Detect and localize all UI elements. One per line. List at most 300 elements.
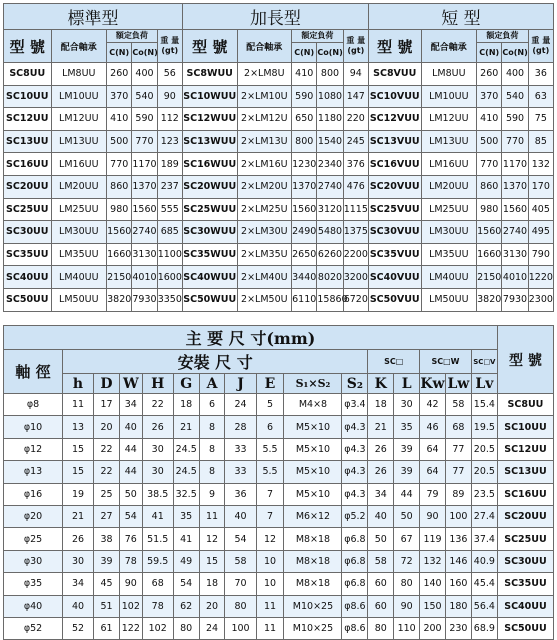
table-cell: 3820	[477, 288, 502, 311]
table-cell: 1540	[317, 130, 343, 153]
table-row	[4, 505, 554, 527]
table-cell: M10×25	[284, 595, 342, 617]
model-cell: SC20UU	[4, 175, 52, 198]
table-cell: 90	[157, 85, 182, 108]
table-cell: 4010	[132, 266, 157, 289]
table-cell: 860	[107, 175, 132, 198]
table-cell: 1170	[132, 153, 157, 176]
dimension-table	[3, 325, 554, 640]
col-co: Co(N)	[132, 43, 157, 63]
table-cell: 36	[528, 63, 553, 86]
table-cell: φ40	[4, 595, 63, 617]
table-cell: 400	[132, 63, 157, 86]
table-cell: 72	[394, 550, 420, 572]
table-cell: φ6.8	[342, 528, 368, 550]
table-cell: 59.5	[142, 550, 173, 572]
table-cell: 3200	[343, 266, 368, 289]
table-cell: 2340	[317, 153, 343, 176]
table-cell: 21	[368, 416, 394, 438]
table-cell: 30	[63, 550, 94, 572]
table-cell: LM35UU	[421, 243, 477, 266]
col-10: K	[368, 374, 394, 394]
table-cell: 2150	[477, 266, 502, 289]
table-cell: 39	[94, 550, 120, 572]
table-cell: LM8UU	[51, 63, 107, 86]
table-cell: 24.5	[173, 438, 199, 460]
table-cell: 76	[119, 528, 142, 550]
model-cell: SC40WUU	[182, 266, 237, 289]
table-row	[4, 394, 554, 416]
table-cell: 60	[368, 595, 394, 617]
table-cell: 3350	[157, 288, 182, 311]
table-cell: LM20UU	[51, 175, 107, 198]
col-co: Co(N)	[502, 43, 528, 63]
table-cell: φ12	[4, 438, 63, 460]
table-cell: M5×10	[284, 461, 342, 483]
load-spec-table	[3, 3, 554, 312]
table-cell: LM25UU	[421, 198, 477, 221]
table-cell: 2490	[292, 221, 317, 244]
table-cell: 10	[256, 550, 284, 572]
table-cell: 150	[420, 595, 446, 617]
table-cell: LM40UU	[421, 266, 477, 289]
table-cell: 500	[477, 130, 502, 153]
table-cell: φ4.3	[342, 416, 368, 438]
model-cell: SC25UU	[497, 528, 553, 550]
table-row	[4, 573, 554, 595]
col-11: L	[394, 374, 420, 394]
table-cell: 3820	[107, 288, 132, 311]
table-cell: 94	[343, 63, 368, 86]
table-cell: φ35	[4, 573, 63, 595]
model-cell: SC35UU	[4, 243, 52, 266]
table-cell: 2650	[292, 243, 317, 266]
col-13: Lw	[447, 375, 470, 392]
group-title-long: 加長型	[182, 4, 368, 30]
table-row	[4, 550, 554, 572]
table-cell: 37.4	[471, 528, 497, 550]
table-cell: 77	[445, 438, 471, 460]
table-cell: 5.5	[256, 438, 284, 460]
table-cell: 119	[420, 528, 446, 550]
model-cell: SC13WUU	[182, 130, 237, 153]
model-cell: SC16UU	[4, 153, 52, 176]
model-cell: SC20WUU	[182, 175, 237, 198]
table-cell: 1370	[132, 175, 157, 198]
table-cell: 80	[394, 573, 420, 595]
table-cell: 800	[292, 130, 317, 153]
table-row	[4, 198, 554, 221]
col-model: 型 號	[368, 30, 421, 63]
table-cell: 41	[173, 528, 199, 550]
table-cell: φ4.3	[342, 438, 368, 460]
model-cell: SC8UU	[4, 63, 52, 86]
table-cell: 1180	[317, 108, 343, 131]
table-cell: 21	[63, 505, 94, 527]
table-cell: 140	[420, 573, 446, 595]
col-12: Kw	[420, 375, 445, 392]
table-cell: 45.4	[471, 573, 497, 595]
table-row	[4, 108, 554, 131]
table-row	[4, 528, 554, 550]
table-cell: φ13	[4, 461, 63, 483]
col-load: 額定負荷	[292, 30, 344, 43]
table-cell: 30	[142, 438, 173, 460]
table-cell: 44	[119, 438, 142, 460]
table-cell: 376	[343, 153, 368, 176]
table-cell: LM30UU	[51, 221, 107, 244]
dimension-title: 主 要 尺 寸(mm)	[4, 326, 498, 350]
table-cell: 32.5	[173, 483, 199, 505]
table-cell: 45	[94, 573, 120, 595]
table-cell: φ3.4	[342, 394, 368, 416]
table-cell: 50	[368, 528, 394, 550]
table-cell: LM35UU	[51, 243, 107, 266]
col-14: Lv	[471, 374, 497, 394]
table-cell: 42	[420, 394, 446, 416]
table-cell: 2×LM13U	[237, 130, 292, 153]
table-cell: LM13UU	[421, 130, 477, 153]
col-co: Co(N)	[317, 43, 343, 63]
table-row	[4, 63, 554, 86]
table-cell: 770	[502, 130, 528, 153]
table-cell: 1370	[292, 175, 317, 198]
table-row	[4, 288, 554, 311]
table-cell: 60	[368, 573, 394, 595]
table-cell: 7930	[502, 288, 528, 311]
table-cell: 58	[445, 394, 471, 416]
col-weight: 重 量 (gt)	[528, 30, 553, 63]
table-cell: 2150	[107, 266, 132, 289]
table-cell: 1560	[132, 198, 157, 221]
model-cell: SC30WUU	[182, 221, 237, 244]
col-c: C(N)	[477, 43, 502, 63]
table-cell: 85	[528, 130, 553, 153]
col-shaft-dia: 軸 徑	[4, 350, 63, 394]
table-cell: 245	[343, 130, 368, 153]
model-cell: SC12UU	[497, 438, 553, 460]
col-3: H	[142, 374, 173, 394]
table-cell: 2×LM40U	[237, 266, 292, 289]
table-cell: 790	[528, 243, 553, 266]
table-cell: 1560	[107, 221, 132, 244]
model-cell: SC10WUU	[182, 85, 237, 108]
sc-box-header: SC□	[368, 350, 420, 374]
table-cell: 405	[528, 198, 553, 221]
table-cell: 2×LM30U	[237, 221, 292, 244]
model-cell: SC8VUU	[368, 63, 421, 86]
table-cell: LM50UU	[51, 288, 107, 311]
table-cell: 1115	[343, 198, 368, 221]
table-cell: 1660	[107, 243, 132, 266]
table-cell: 80	[368, 617, 394, 639]
table-cell: 19.5	[471, 416, 497, 438]
table-cell: 34	[368, 483, 394, 505]
table-cell: 58	[368, 550, 394, 572]
table-cell: 90	[394, 595, 420, 617]
table-cell: 44	[119, 461, 142, 483]
table-cell: 13	[63, 416, 94, 438]
table-cell: 6260	[317, 243, 343, 266]
table-cell: 1080	[317, 85, 343, 108]
table-row	[4, 130, 554, 153]
table-cell: 260	[107, 63, 132, 86]
table-cell: 800	[317, 63, 343, 86]
table-cell: 18	[368, 394, 394, 416]
table-cell: 24	[199, 617, 225, 639]
table-cell: 170	[528, 175, 553, 198]
table-cell: 500	[107, 130, 132, 153]
table-cell: 18	[173, 394, 199, 416]
table-row	[4, 243, 554, 266]
table-cell: 122	[119, 617, 142, 639]
table-cell: 2×LM35U	[237, 243, 292, 266]
table-cell: 590	[502, 108, 528, 131]
model-cell: SC12WUU	[182, 108, 237, 131]
table-cell: LM10UU	[51, 85, 107, 108]
table-cell: 102	[142, 617, 173, 639]
table-cell: 2×LM50U	[237, 288, 292, 311]
table-cell: 18	[199, 573, 225, 595]
table-row	[4, 416, 554, 438]
table-cell: 49	[173, 550, 199, 572]
table-cell: 1660	[477, 243, 502, 266]
table-cell: 77	[445, 461, 471, 483]
table-cell: 33	[225, 461, 256, 483]
table-cell: 100	[445, 505, 471, 527]
table-row	[4, 85, 554, 108]
table-cell: 685	[157, 221, 182, 244]
table-cell: 12	[256, 528, 284, 550]
table-cell: 50	[394, 505, 420, 527]
table-cell: 89	[445, 483, 471, 505]
table-cell: 34	[119, 394, 142, 416]
table-cell: 260	[477, 63, 502, 86]
table-cell: M5×10	[284, 438, 342, 460]
table-cell: 20.5	[471, 461, 497, 483]
col-4: G	[173, 374, 199, 394]
table-cell: 2×LM20U	[237, 175, 292, 198]
table-cell: 17	[94, 394, 120, 416]
table-row	[4, 617, 554, 639]
table-cell: M4×8	[284, 394, 342, 416]
model-cell: SC10UU	[4, 85, 52, 108]
table-cell: 63	[528, 85, 553, 108]
model-cell: SC25WUU	[182, 198, 237, 221]
table-cell: 24.5	[173, 461, 199, 483]
table-cell: 4010	[502, 266, 528, 289]
model-cell: SC35WUU	[182, 243, 237, 266]
table-cell: 90	[119, 573, 142, 595]
col-shaft: 配合軸承	[237, 30, 292, 63]
table-cell: 30	[142, 461, 173, 483]
table-cell: 75	[528, 108, 553, 131]
table-cell: 78	[142, 595, 173, 617]
table-cell: M8×18	[284, 573, 342, 595]
table-cell: 41	[142, 505, 173, 527]
table-cell: φ8	[4, 394, 63, 416]
model-cell: SC10UU	[497, 416, 553, 438]
table-cell: 555	[157, 198, 182, 221]
table-cell: 51	[94, 595, 120, 617]
table-cell: 26	[368, 438, 394, 460]
table-cell: 10	[256, 573, 284, 595]
table-cell: 27.4	[471, 505, 497, 527]
model-cell: SC13UU	[4, 130, 52, 153]
table-cell: 540	[132, 85, 157, 108]
table-cell: 860	[477, 175, 502, 198]
table-cell: LM20UU	[421, 175, 477, 198]
table-cell: 590	[292, 85, 317, 108]
table-cell: 102	[119, 595, 142, 617]
table-cell: 650	[292, 108, 317, 131]
table-cell: 189	[157, 153, 182, 176]
table-cell: 68	[445, 416, 471, 438]
table-cell: 2740	[502, 221, 528, 244]
table-cell: 26	[142, 416, 173, 438]
table-cell: 1370	[502, 175, 528, 198]
table-cell: LM25UU	[51, 198, 107, 221]
table-cell: 112	[157, 108, 182, 131]
col-shaft: 配合軸承	[421, 30, 477, 63]
table-cell: 27	[94, 505, 120, 527]
model-cell: SC12UU	[4, 108, 52, 131]
table-cell: 26	[63, 528, 94, 550]
table-cell: 24	[225, 394, 256, 416]
table-cell: 46	[420, 416, 446, 438]
table-cell: 20	[199, 595, 225, 617]
table-row	[4, 483, 554, 505]
table-cell: 1220	[528, 266, 553, 289]
table-cell: 6	[256, 416, 284, 438]
table-cell: 237	[157, 175, 182, 198]
table-cell: 40	[119, 416, 142, 438]
group-title-short: 短 型	[368, 4, 553, 30]
table-cell: 12	[199, 528, 225, 550]
model-cell: SC10VUU	[368, 85, 421, 108]
table-cell: 33	[225, 438, 256, 460]
table-cell: 2×LM16U	[237, 153, 292, 176]
table-cell: 35	[394, 416, 420, 438]
model-cell: SC20VUU	[368, 175, 421, 198]
col-model: 型 號	[182, 30, 237, 63]
table-cell: 38	[94, 528, 120, 550]
table-cell: 1600	[157, 266, 182, 289]
table-cell: 160	[445, 573, 471, 595]
table-cell: 23.5	[471, 483, 497, 505]
table-cell: φ6.8	[342, 573, 368, 595]
table-cell: LM50UU	[421, 288, 477, 311]
table-cell: φ20	[4, 505, 63, 527]
table-cell: M6×12	[284, 505, 342, 527]
table-cell: 21	[173, 416, 199, 438]
table-cell: φ4.3	[342, 461, 368, 483]
table-cell: LM16UU	[51, 153, 107, 176]
table-cell: 230	[445, 617, 471, 639]
model-cell: SC40UU	[497, 595, 553, 617]
table-cell: 370	[477, 85, 502, 108]
table-cell: 495	[528, 221, 553, 244]
table-cell: 2×LM8U	[237, 63, 292, 86]
col-5: A	[199, 374, 225, 394]
table-cell: 15	[63, 461, 94, 483]
table-cell: 22	[94, 438, 120, 460]
table-cell: 8	[199, 416, 225, 438]
table-cell: 52	[63, 617, 94, 639]
table-cell: 2200	[343, 243, 368, 266]
sc-box-v-header: SC□V	[471, 350, 497, 374]
table-cell: 38.5	[142, 483, 173, 505]
table-cell: 30	[394, 394, 420, 416]
table-cell: 100	[225, 617, 256, 639]
install-header: 安裝 尺 寸	[63, 350, 368, 374]
table-cell: 6	[199, 394, 225, 416]
table-cell: LM10UU	[421, 85, 477, 108]
table-row	[4, 461, 554, 483]
table-cell: 370	[107, 85, 132, 108]
table-cell: 20.5	[471, 438, 497, 460]
table-cell: 11	[256, 617, 284, 639]
table-cell: φ10	[4, 416, 63, 438]
table-cell: 110	[394, 617, 420, 639]
table-cell: 56.4	[471, 595, 497, 617]
table-cell: 8	[199, 438, 225, 460]
table-row	[4, 595, 554, 617]
table-cell: 11	[199, 505, 225, 527]
model-cell: SC8WUU	[182, 63, 237, 86]
table-cell: 50	[119, 483, 142, 505]
table-cell: 132	[528, 153, 553, 176]
table-cell: 5.5	[256, 461, 284, 483]
table-cell: 90	[420, 505, 446, 527]
table-cell: 61	[94, 617, 120, 639]
table-cell: 3130	[132, 243, 157, 266]
table-cell: φ6.8	[342, 550, 368, 572]
table-cell: 22	[94, 461, 120, 483]
table-cell: 40	[63, 595, 94, 617]
col-8: S₁×S₂	[284, 374, 342, 394]
table-cell: 410	[477, 108, 502, 131]
table-cell: 15.4	[471, 394, 497, 416]
col-model: 型 號	[497, 326, 553, 394]
table-cell: 67	[394, 528, 420, 550]
model-cell: SC25VUU	[368, 198, 421, 221]
table-cell: 476	[343, 175, 368, 198]
table-cell: 58	[225, 550, 256, 572]
col-9: S₂	[342, 374, 368, 394]
model-cell: SC13UU	[497, 461, 553, 483]
table-cell: φ16	[4, 483, 63, 505]
table-row	[4, 266, 554, 289]
table-cell: 200	[420, 617, 446, 639]
table-cell: 40.9	[471, 550, 497, 572]
table-cell: 20	[94, 416, 120, 438]
table-cell: M8×18	[284, 550, 342, 572]
model-cell: SC8UU	[497, 394, 553, 416]
table-cell: LM30UU	[421, 221, 477, 244]
table-cell: 1560	[477, 221, 502, 244]
model-cell: SC50WUU	[182, 288, 237, 311]
table-cell: 68.9	[471, 617, 497, 639]
table-cell: 147	[343, 85, 368, 108]
table-cell: 400	[502, 63, 528, 86]
col-load: 額定負荷	[107, 30, 158, 43]
table-cell: 6110	[292, 288, 317, 311]
model-cell: SC16WUU	[182, 153, 237, 176]
table-cell: 8	[199, 461, 225, 483]
table-cell: 410	[107, 108, 132, 131]
model-cell: SC13VUU	[368, 130, 421, 153]
